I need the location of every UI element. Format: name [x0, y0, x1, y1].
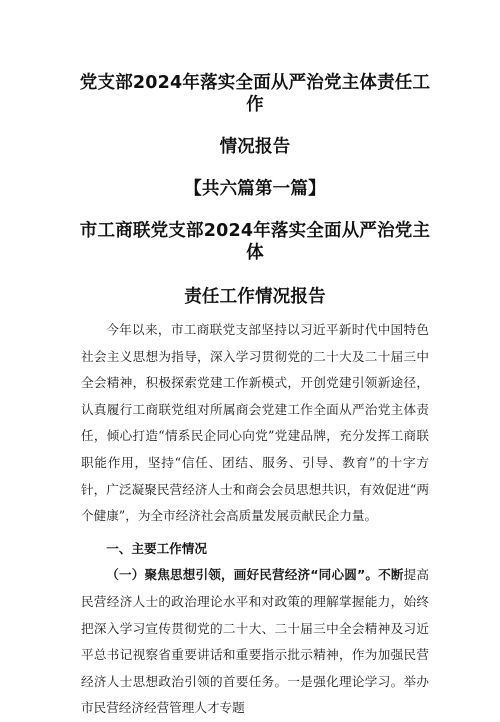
paragraph-body: 提高民营经济人士的政治理论水平和对政策的理解掌握能力，始终把深入学习宣传贯彻党的二十大、二十届三中全会精神及习近平总书记视察省重要讲话和重要指示批示精神，作为加强民营经济人士思想政治引领的首要任务。一是强化理论学习。举办市民营经济经营管理人才专题 — [81, 567, 430, 716]
report-title-line2: 责任工作情况报告 — [184, 287, 326, 307]
series-label: 【共六篇第一篇】 — [184, 179, 326, 199]
document-title-line1: 党支部2024年落实全面从严治党主体责任工作 — [79, 73, 431, 115]
section-paragraph — [81, 562, 429, 722]
document-title-line2: 情况报告 — [219, 137, 291, 157]
intro-paragraph: 今年以来，市工商联党支部坚持以习近平新时代中国特色社会主义思想为指导，深入学习贯彻党的二十大及二十届三中全会精神，积极探索党建工作新模式，开创党建引领新途径，认真履行工商联党组对所属商会党建工作全面从严治党主体责任，倾心打造“情系民企同心向党”党建品牌，充分发挥工商联职能作用，坚持“信任、团结、服务、引导、教育”的十字方针，广泛凝聚民营经济人士和商会会员思想共识，有效促进“两个健康”，为全市经济社会高质量发展贡献民企力量。 — [81, 322, 429, 524]
report-title-line1: 市工商联党支部2024年落实全面从严治党主体 — [79, 221, 431, 263]
section-heading: 一、主要工作情况 — [106, 540, 207, 556]
paragraph-lead: （一）聚焦思想引领，画好民营经济“同心圆”。不断 — [106, 567, 404, 583]
